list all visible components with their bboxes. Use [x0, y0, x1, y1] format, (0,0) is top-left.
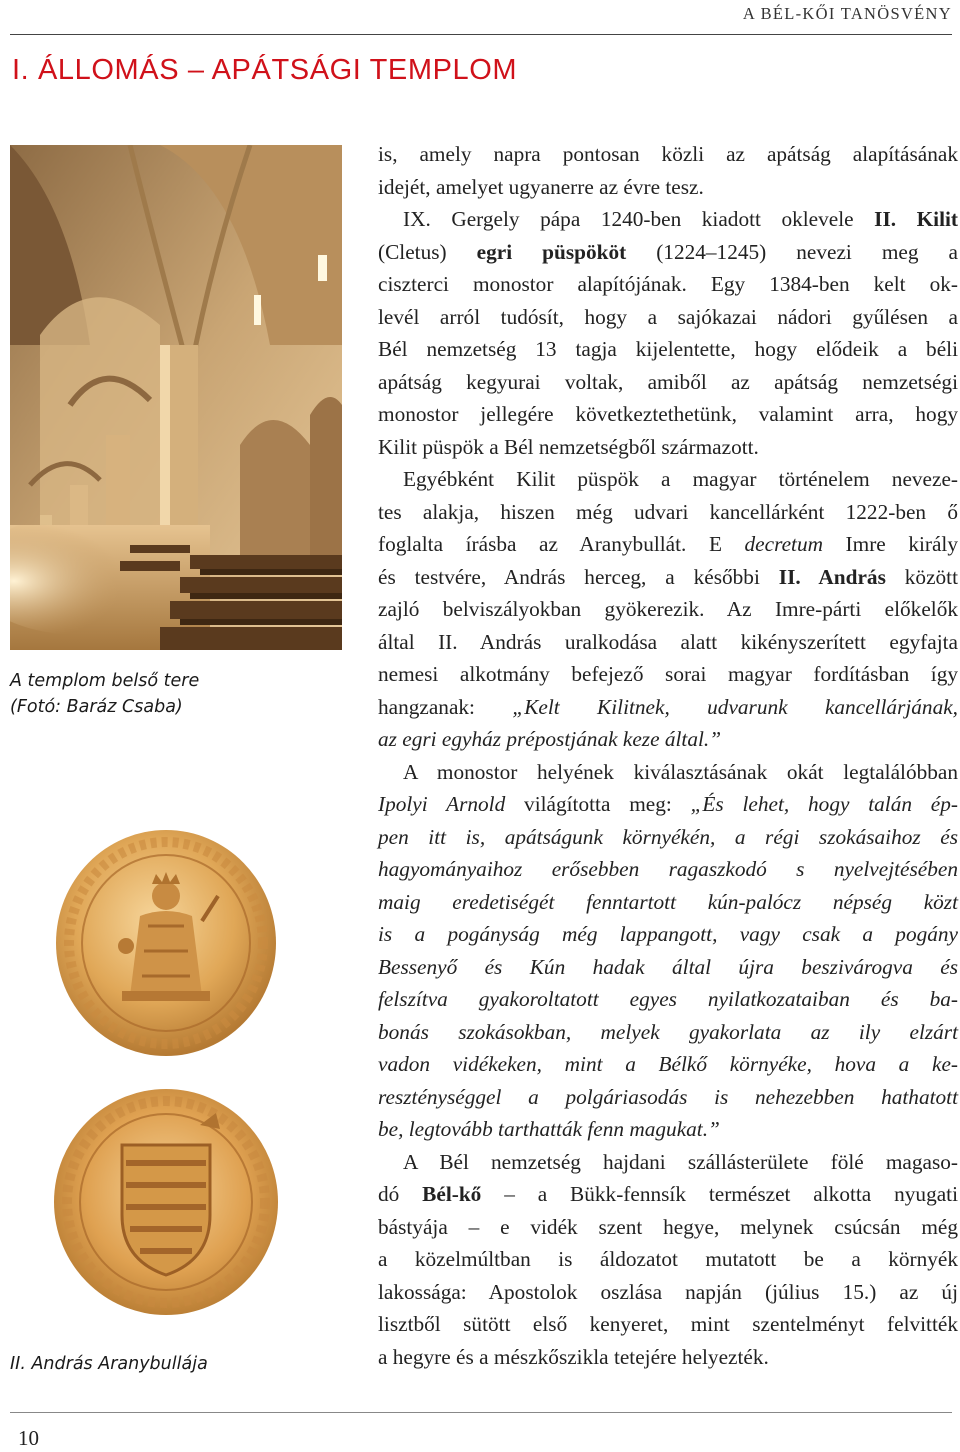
- italic-text: maig eredetiségét fenntartott kún-palócz népség közt: [378, 889, 958, 914]
- text-run: idejét, amelyet ugyanerre az évre tesz.: [378, 174, 704, 199]
- body-line: [378, 918, 958, 951]
- page-title: I. ÁLLOMÁS – APÁTSÁGI TEMPLOM: [12, 54, 518, 86]
- text-run: apátság kegyurai voltak, amiből az apátság nemzetségi: [378, 369, 958, 394]
- text-run: (1224–1245) nevezi meg a: [626, 239, 958, 264]
- body-line: [378, 398, 958, 431]
- seal-caption: II. András Aranybullája: [10, 1354, 208, 1374]
- text-run: hangzanak:: [378, 694, 513, 719]
- italic-text: reszténységgel a polgáriasodás is nehezebben hathatott: [378, 1084, 958, 1109]
- body-line: [378, 203, 958, 236]
- italic-text: decretum: [744, 532, 823, 556]
- italic-text: bonás szokásokban, melyek gyakorlata az ily elzárt: [378, 1019, 958, 1044]
- italic-text: Bessenyő és Kún hadak által újra beszivárogva és: [378, 954, 958, 979]
- body-line: [378, 886, 958, 919]
- text-run: Kilit püspök a Bél nemzetségből származott.: [378, 434, 759, 459]
- body-line: [378, 1081, 958, 1114]
- body-line: [378, 788, 958, 821]
- body-line: [378, 1178, 958, 1211]
- body-line: [378, 1048, 958, 1081]
- body-line: [378, 463, 958, 496]
- body-line: [378, 1308, 958, 1341]
- text-run: Bél nemzetség 13 tagja kijelentette, hogy elődeik a béli: [378, 337, 958, 361]
- text-run: bástyája – e vidék szent hegye, melynek csúcsán még: [378, 1214, 958, 1239]
- body-line: [378, 171, 958, 204]
- text-run: nemesi alkotmány befejező sorai magyar fordításban így: [378, 662, 958, 686]
- italic-text: Ipolyi Arnold: [378, 792, 506, 816]
- text-run: A Bél nemzetség hajdani szállásterülete fölé magaso-: [403, 1149, 958, 1174]
- bold-text: II. András: [778, 564, 886, 589]
- page-number: 10: [18, 1426, 39, 1450]
- text-run: Egyébként Kilit püspök a magyar történelem neveze-: [403, 467, 958, 491]
- text-run: foglalta írásba az Aranybullát. E: [378, 532, 745, 556]
- photo-caption-line-1: A templom belső tere: [10, 671, 200, 691]
- italic-text: hagyományaihoz erősebben ragaszkodó s nyelvejtésében: [378, 857, 958, 881]
- body-line: [378, 1113, 958, 1146]
- text-run: monostor jellegére következtethetünk, valamint arra, hogy: [378, 402, 958, 426]
- body-line: [378, 333, 958, 366]
- text-run: IX. Gergely pápa 1240-ben kiadott oklevele: [403, 207, 875, 231]
- body-line: [378, 593, 958, 626]
- body-line: [378, 366, 958, 399]
- text-run: között: [885, 564, 959, 589]
- body-line: [378, 983, 958, 1016]
- text-run: is, amely napra pontosan közli az apátság alapításának: [378, 142, 958, 166]
- body-line: [378, 236, 958, 269]
- text-run: (Cletus): [378, 239, 477, 264]
- footer-rule: [10, 1412, 952, 1413]
- text-run: által II. András uralkodása alatt kikényszerített egyfajta: [378, 629, 958, 654]
- text-run: levél arról tudósít, hogy a sajókazai nádori gyűlésen a: [378, 304, 958, 329]
- body-line: [378, 691, 958, 724]
- text-run: tes alakja, hiszen még udvari kancellárként 1222-ben ő: [378, 499, 958, 524]
- body-line: [378, 1016, 958, 1049]
- body-line: [378, 1243, 958, 1276]
- italic-text: felszítva gyakoroltatott egyes nyilatkozataiban és ba-: [378, 987, 958, 1011]
- body-line: [378, 853, 958, 886]
- body-line: [378, 626, 958, 659]
- text-run: a hegyre és a mészkőszikla tetejére helyezték.: [378, 1344, 769, 1369]
- italic-text: is a pogányság még lappangott, vagy csak a pogány: [378, 922, 958, 946]
- body-line: [378, 1211, 958, 1244]
- body-line: [378, 1341, 958, 1374]
- italic-text: vadon vidékeken, mint a Bélkő környéke, hova a ke-: [378, 1052, 958, 1076]
- bold-text: Bél-kő: [422, 1182, 482, 1206]
- body-line: [378, 561, 958, 594]
- italic-text: az egri egyház prépostjának keze által.”: [378, 727, 722, 751]
- text-run: világította meg:: [505, 792, 691, 816]
- bold-text: II. Kilit: [874, 207, 959, 231]
- photo-caption: [10, 668, 199, 720]
- header-rule: [10, 34, 952, 35]
- church-interior-photo: [10, 145, 342, 650]
- italic-text: „Kelt Kilitnek, udvarunk kancellárjának,: [512, 694, 959, 719]
- text-run: – a Bükk-fennsík természet alkotta nyugati: [481, 1182, 959, 1206]
- body-line: [378, 528, 958, 561]
- italic-text: pen itt is, apátságunk környékén, a régi szokásaihoz és: [378, 824, 958, 849]
- italic-text: „És lehet, hogy talán ép-: [690, 792, 958, 816]
- text-run: lakossága: Apostolok oszlása napján (július 15.) az új: [378, 1279, 958, 1304]
- body-line: [378, 723, 958, 756]
- running-header: A BÉL-KŐI TANÖSVÉNY: [742, 4, 952, 23]
- text-run: és testvére, András herceg, a későbbi: [378, 564, 779, 589]
- body-line: [378, 951, 958, 984]
- text-run: lisztből sütött első kenyeret, mint szentelményt felvitték: [378, 1312, 958, 1336]
- text-run: ciszterci monostor alapítójának. Egy 1384-ben kelt ok-: [378, 272, 958, 296]
- bold-text: egri püspököt: [476, 239, 627, 264]
- body-line: [378, 301, 958, 334]
- golden-bull-seal-obverse: [52, 826, 280, 1060]
- body-line: [378, 1146, 958, 1179]
- body-line: [378, 496, 958, 529]
- photo-caption-line-2: (Fotó: Baráz Csaba): [10, 697, 183, 717]
- body-line: [378, 431, 958, 464]
- text-run: Imre király: [822, 532, 958, 556]
- text-run: dó: [378, 1182, 423, 1206]
- body-line: [378, 268, 958, 301]
- text-run: zajló belviszályokban gyökerezik. Az Imre-párti előkelők: [378, 597, 958, 621]
- body-line: [378, 756, 958, 789]
- golden-bull-seal-reverse: [50, 1085, 282, 1319]
- body-line: [378, 1276, 958, 1309]
- italic-text: be, legtovább tarthatták fenn magukat.”: [378, 1117, 720, 1141]
- body-text: [378, 138, 958, 1373]
- body-line: [378, 821, 958, 854]
- text-run: a közelmúltban is áldozatot mutatott be a környék: [378, 1247, 958, 1271]
- body-line: [378, 658, 958, 691]
- body-line: [378, 138, 958, 171]
- text-run: A monostor helyének kiválasztásának okát legtalálóbban: [403, 759, 958, 784]
